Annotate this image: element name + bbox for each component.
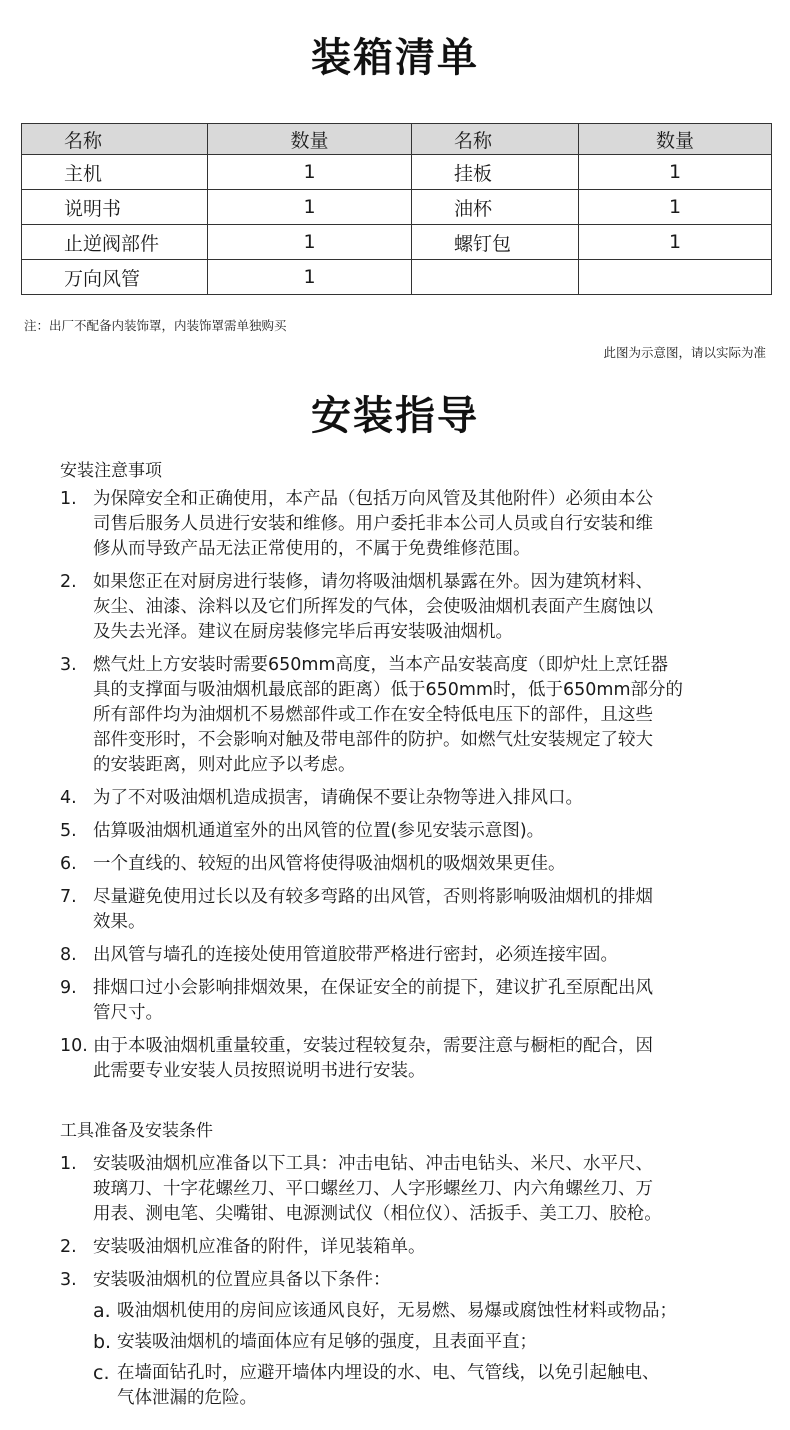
item-name-cell: 万向风管 xyxy=(22,260,208,295)
list-item xyxy=(60,885,740,935)
item-qty-cell: 1 xyxy=(579,190,772,225)
list-item xyxy=(60,653,740,778)
item-number: 2. xyxy=(60,572,77,592)
item-text: 排烟口过小会影响排烟效果，在保证安全的前提下，建议扩孔至原配出风 管尺寸。 xyxy=(93,978,653,1023)
item-number: 3. xyxy=(60,655,77,675)
tools-conditions-heading: 工具准备及安装条件 xyxy=(60,1121,213,1141)
item-qty-cell: 1 xyxy=(208,260,412,295)
item-number: 1. xyxy=(60,489,77,509)
item-qty-cell xyxy=(579,260,772,295)
list-item xyxy=(60,1034,740,1084)
item-name-cell: 油杯 xyxy=(412,190,579,225)
list-item xyxy=(60,487,740,562)
condition-letter: b. xyxy=(93,1331,112,1353)
item-number: 8. xyxy=(60,945,77,965)
condition-text: 吸油烟机使用的房间应该通风良好，无易燃、易爆或腐蚀性材料或物品； xyxy=(117,1301,677,1321)
list-item xyxy=(60,1268,740,1293)
list-item xyxy=(60,570,740,645)
condition-item xyxy=(93,1361,740,1411)
condition-text: 安装吸油烟机的墙面体应有足够的强度，且表面平直； xyxy=(117,1332,537,1352)
item-text: 尽量避免使用过长以及有较多弯路的出风管，否则将影响吸油烟机的排烟 效果。 xyxy=(93,887,653,932)
column-header-qty: 数量 xyxy=(579,124,772,155)
item-number: 10. xyxy=(60,1036,88,1056)
packing-list-table xyxy=(21,123,772,295)
column-header-name: 名称 xyxy=(22,124,208,155)
list-item xyxy=(60,852,740,877)
item-name-cell: 说明书 xyxy=(22,190,208,225)
item-number: 7. xyxy=(60,887,77,907)
item-number: 3. xyxy=(60,1270,77,1290)
list-item xyxy=(60,786,740,811)
item-qty-cell: 1 xyxy=(208,225,412,260)
tools-conditions-list xyxy=(60,1152,740,1411)
item-text: 安装吸油烟机应准备的附件，详见装箱单。 xyxy=(93,1237,426,1257)
item-qty-cell: 1 xyxy=(579,155,772,190)
table-row xyxy=(22,260,772,295)
list-item xyxy=(60,943,740,968)
item-number: 4. xyxy=(60,788,77,808)
column-header-name: 名称 xyxy=(412,124,579,155)
item-name-cell: 挂板 xyxy=(412,155,579,190)
item-number: 1. xyxy=(60,1154,77,1174)
item-number: 9. xyxy=(60,978,77,998)
item-text: 如果您正在对厨房进行装修，请勿将吸油烟机暴露在外。因为建筑材料、 灰尘、油漆、涂料以及它们所挥发的气体，会使吸油烟机表面产生腐蚀以 及失去光泽。建议在厨房装修完毕后再安装吸油烟机。 xyxy=(93,572,653,642)
condition-letter: c. xyxy=(93,1362,110,1384)
item-name-cell: 螺钉包 xyxy=(412,225,579,260)
table-row xyxy=(22,155,772,190)
item-number: 2. xyxy=(60,1237,77,1257)
item-text: 一个直线的、较短的出风管将使得吸油烟机的吸烟效果更佳。 xyxy=(93,854,566,874)
table-row xyxy=(22,190,772,225)
item-text: 为了不对吸油烟机造成损害，请确保不要让杂物等进入排风口。 xyxy=(93,788,583,808)
condition-item xyxy=(93,1299,740,1324)
table-row xyxy=(22,225,772,260)
item-name-cell: 主机 xyxy=(22,155,208,190)
item-qty-cell: 1 xyxy=(208,190,412,225)
item-qty-cell: 1 xyxy=(579,225,772,260)
item-text: 估算吸油烟机通道室外的出风管的位置(参见安装示意图)。 xyxy=(93,821,545,841)
item-number: 5. xyxy=(60,821,77,841)
item-name-cell: 止逆阀部件 xyxy=(22,225,208,260)
item-text: 出风管与墙孔的连接处使用管道胶带严格进行密封，必须连接牢固。 xyxy=(93,945,618,965)
list-item xyxy=(60,1152,740,1227)
table-header-row xyxy=(22,124,772,155)
item-text: 燃气灶上方安装时需要650mm高度，当本产品安装高度（即炉灶上烹饪器 具的支撑面与吸油烟机最底部的距离）低于650mm时，低于650mm部分的 所有部件均为油烟机不易燃部件或工作在安全特低电压下的部件，且这些 部件变形时，不会影响对触及带电部件的防护。如燃气灶安装规定了较大 的安装距离，则对此应予以考虑。 xyxy=(93,655,683,775)
item-text: 安装吸油烟机应准备以下工具：冲击电钻、冲击电钻头、米尺、水平尺、 玻璃刀、十字花螺丝刀、平口螺丝刀、人字形螺丝刀、内六角螺丝刀、万 用表、测电笔、尖嘴钳、电源测试仪（相位仪）、活扳手、美工刀、胶枪。 xyxy=(93,1154,662,1224)
packing-list-title: 装箱清单 xyxy=(311,35,479,81)
item-qty-cell: 1 xyxy=(208,155,412,190)
item-name-cell xyxy=(412,260,579,295)
condition-item xyxy=(93,1330,740,1355)
installation-guide-title: 安装指导 xyxy=(311,393,479,439)
installation-notes-list xyxy=(60,487,740,1092)
packing-note: 注：出厂不配备内装饰罩，内装饰罩需单独购买 xyxy=(24,318,287,333)
list-item xyxy=(60,1235,740,1260)
column-header-qty: 数量 xyxy=(208,124,412,155)
illustration-disclaimer: 此图为示意图，请以实际为准 xyxy=(603,345,766,360)
item-number: 6. xyxy=(60,854,77,874)
item-text: 为保障安全和正确使用，本产品（包括万向风管及其他附件）必须由本公 司售后服务人员进行安装和维修。用户委托非本公司人员或自行安装和维 修从而导致产品无法正常使用的，不属于免费维修范围。 xyxy=(93,489,653,559)
item-text: 由于本吸油烟机重量较重，安装过程较复杂，需要注意与橱柜的配合，因 此需要专业安装人员按照说明书进行安装。 xyxy=(93,1036,653,1081)
list-item xyxy=(60,819,740,844)
condition-letter: a. xyxy=(93,1300,111,1322)
list-item xyxy=(60,976,740,1026)
condition-text: 在墙面钻孔时，应避开墙体内埋设的水、电、气管线，以免引起触电、 气体泄漏的危险。 xyxy=(117,1363,660,1408)
installation-notes-heading: 安装注意事项 xyxy=(60,461,162,481)
item-text: 安装吸油烟机的位置应具备以下条件： xyxy=(93,1270,391,1290)
